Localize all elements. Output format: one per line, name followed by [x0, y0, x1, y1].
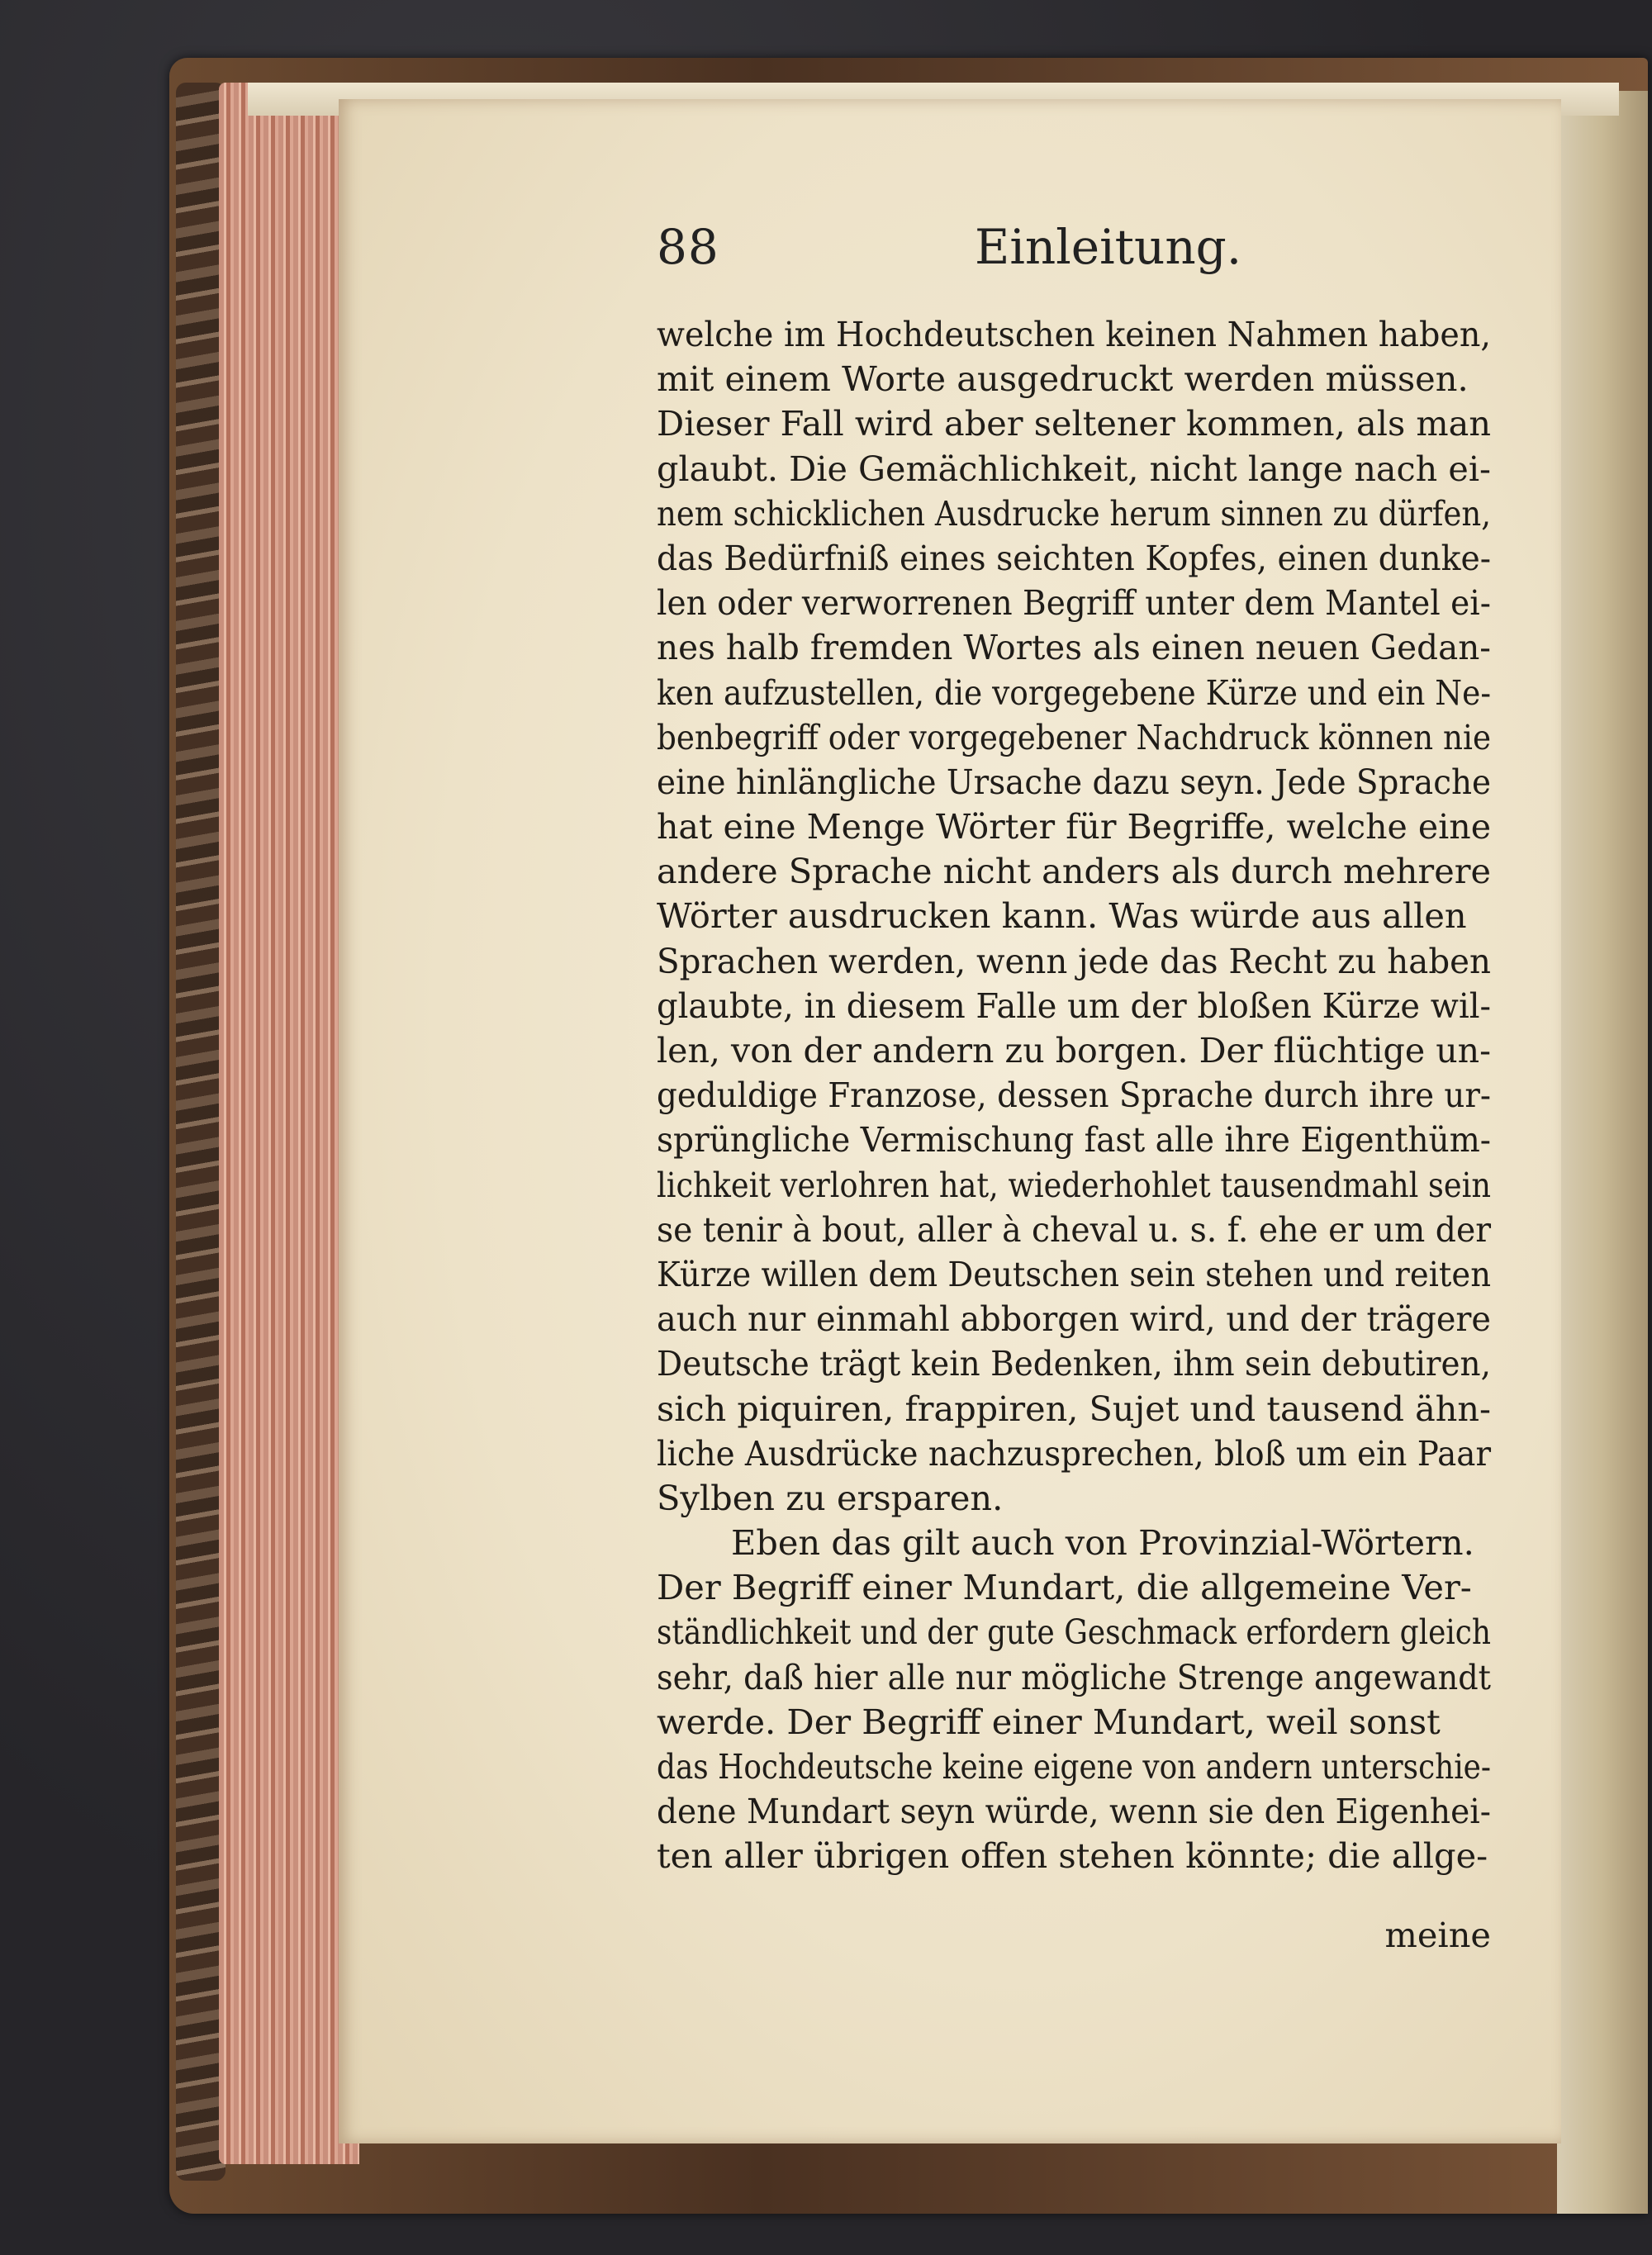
text-line: eine hinlängliche Ursache dazu seyn. Jede Sprache	[657, 761, 1491, 802]
text-line: dene Mundart seyn würde, wenn sie den Eigenhei-	[657, 1791, 1491, 1832]
text-line: Wörter ausdrucken kann. Was würde aus allen	[657, 895, 1467, 937]
text-line: Der Begriff einer Mundart, die allgemeine Ver-	[657, 1567, 1472, 1608]
text-line: Kürze willen dem Deutschen sein stehen und reiten	[657, 1253, 1491, 1294]
marbled-binding	[176, 83, 225, 2181]
text-line: glaubte, in diesem Falle um der bloßen Kürze wil-	[657, 985, 1491, 1026]
text-line: Dieser Fall wird aber seltener kommen, als man	[657, 403, 1491, 444]
body-text	[657, 312, 1491, 1879]
text-line: geduldige Franzose, dessen Sprache durch ihre ur-	[657, 1075, 1491, 1116]
text-line: ten aller übrigen offen stehen könnte; die allge-	[657, 1835, 1488, 1877]
text-line: ständlichkeit und der gute Geschmack erfordern gleich	[657, 1612, 1491, 1653]
text-line: welche im Hochdeutschen keinen Nahmen haben,	[657, 314, 1491, 354]
text-line: Deutsche trägt kein Bedenken, ihm sein debutiren,	[657, 1343, 1491, 1384]
text-line: liche Ausdrücke nachzusprechen, bloß um ein Paar	[657, 1432, 1491, 1474]
text-line: glaubt. Die Gemächlichkeit, nicht lange nach ei-	[657, 448, 1491, 489]
text-line: mit einem Worte ausgedruckt werden müssen.	[657, 358, 1469, 400]
text-line: hat eine Menge Wörter für Begriffe, welche eine	[657, 806, 1491, 847]
facing-page-edge	[1557, 91, 1648, 2214]
text-line: das Bedürfniß eines seichten Kopfes, einen dunke-	[657, 537, 1491, 578]
text-line: len oder verworrenen Begriff unter dem Mantel ei-	[657, 582, 1491, 624]
text-line: sehr, daß hier alle nur mögliche Strenge angewandt	[657, 1656, 1491, 1697]
catchword: meine	[1384, 1915, 1491, 1955]
text-line: Eben das gilt auch von Provinzial-Wörtern.	[731, 1522, 1474, 1564]
text-line: das Hochdeutsche keine eigene von andern unterschie-	[657, 1746, 1491, 1787]
text-line: nem schicklichen Ausdrucke herum sinnen zu dürfen,	[657, 492, 1491, 534]
text-line: auch nur einmahl abborgen wird, und der trägere	[657, 1298, 1491, 1340]
text-line: benbegriff oder vorgegebener Nachdruck können nie	[657, 716, 1491, 757]
text-line: sich piquiren, frappiren, Sujet und tausend ähn-	[657, 1388, 1491, 1429]
text-line: werde. Der Begriff einer Mundart, weil sonst	[657, 1701, 1441, 1742]
text-line: andere Sprache nicht anders als durch mehrere	[657, 851, 1491, 892]
running-head: Einleitung.	[975, 219, 1242, 275]
text-line: Sprachen werden, wenn jede das Recht zu haben	[657, 940, 1491, 981]
text-line: lichkeit verlohren hat, wiederhohlet tausendmahl sein	[657, 1164, 1491, 1205]
text-line: sprüngliche Vermischung fast alle ihre Eigenthüm-	[657, 1119, 1491, 1161]
page-number: 88	[657, 219, 719, 275]
text-line: ken aufzustellen, die vorgegebene Kürze und ein Ne-	[657, 672, 1491, 713]
text-line: se tenir à bout, aller à cheval u. s. f. ehe er um der	[657, 1208, 1491, 1250]
page-header	[657, 219, 1499, 293]
text-line: len, von der andern zu borgen. Der flüchtige un-	[657, 1030, 1491, 1071]
text-line: nes halb fremden Wortes als einen neuen Gedan-	[657, 627, 1491, 668]
text-line: Sylben zu ersparen.	[657, 1477, 1004, 1518]
